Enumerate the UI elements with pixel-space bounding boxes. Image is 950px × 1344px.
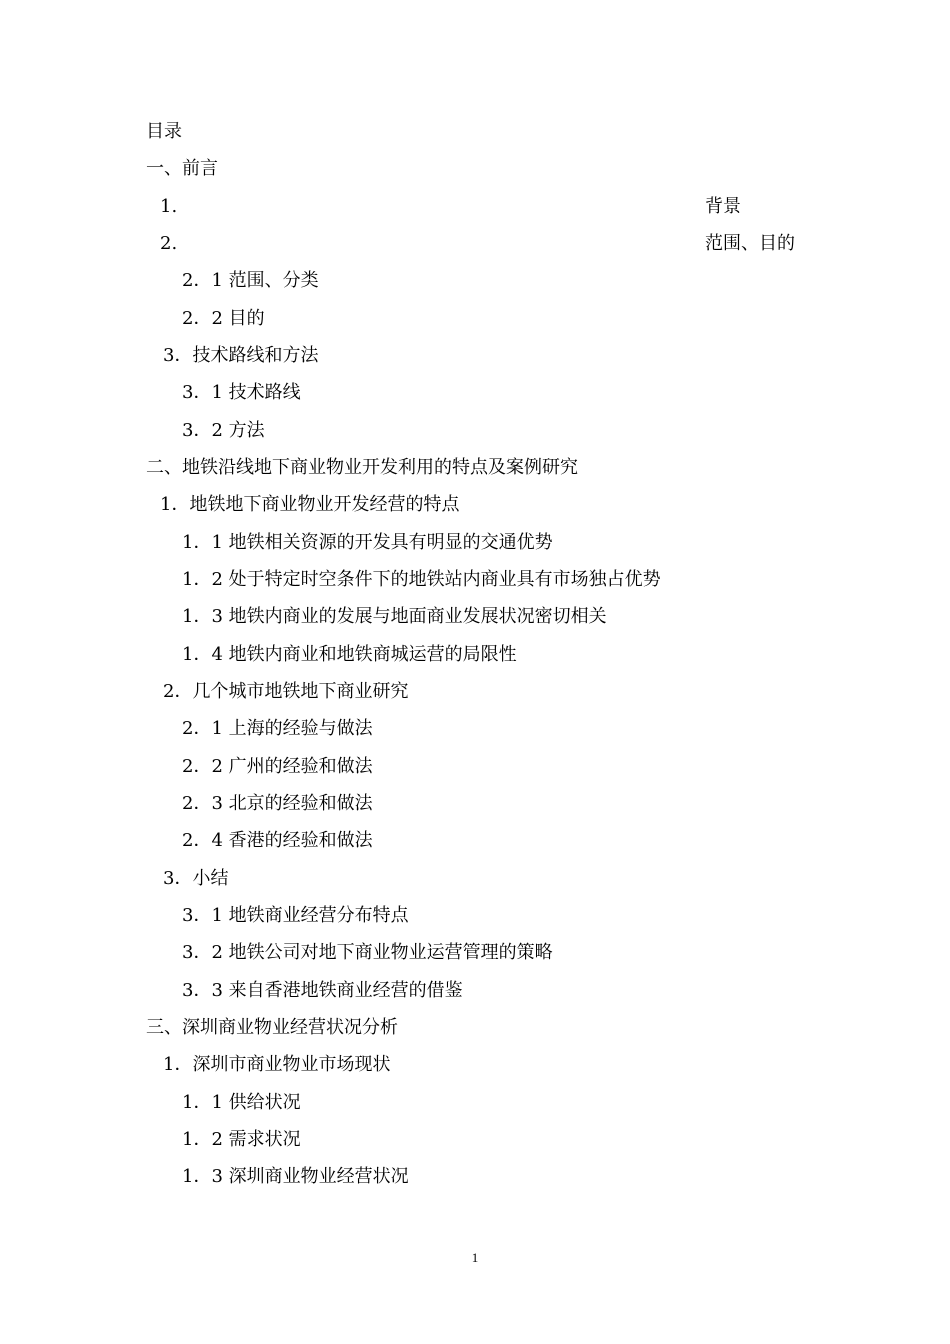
toc-entry-s2-3: 3．小结	[163, 868, 229, 889]
toc-entry-s2-1-2: 1．2 处于特定时空条件下的地铁站内商业具有市场独占优势	[182, 569, 661, 590]
page-number: 1	[471, 1250, 479, 1265]
toc-entry-2-title: 范围、目的	[705, 233, 795, 254]
toc-entry-2: 2.	[160, 233, 178, 254]
toc-entry-s2-1-4: 1．4 地铁内商业和地铁商城运营的局限性	[182, 644, 517, 665]
toc-entry-s2-2-4: 2．4 香港的经验和做法	[182, 830, 373, 851]
toc-entry-2-2: 2．2 目的	[182, 308, 265, 329]
toc-entry-s2-3-3: 3．3 来自香港地铁商业经营的借鉴	[182, 980, 463, 1001]
toc-entry-3: 3．技术路线和方法	[163, 345, 319, 366]
toc-entry-s3-1-3: 1．3 深圳商业物业经营状况	[182, 1166, 409, 1187]
toc-entry-s2-3-1: 3．1 地铁商业经营分布特点	[182, 905, 409, 926]
toc-entry-s2-2: 2．几个城市地铁地下商业研究	[163, 681, 409, 702]
toc-entry-3-1: 3．1 技术路线	[182, 382, 301, 403]
toc-entry-s2-2-2: 2．2 广州的经验和做法	[182, 756, 373, 777]
toc-entry-s2-2-3: 2．3 北京的经验和做法	[182, 793, 373, 814]
toc-entry-section-3: 三、深圳商业物业经营状况分析	[146, 1017, 398, 1038]
toc-title: 目录	[146, 121, 182, 142]
toc-entry-s2-1-3: 1．3 地铁内商业的发展与地面商业发展状况密切相关	[182, 606, 607, 627]
toc-entry-3-2: 3．2 方法	[182, 420, 265, 441]
toc-entry-s2-3-2: 3．2 地铁公司对地下商业物业运营管理的策略	[182, 942, 553, 963]
toc-entry-section-1: 一、前言	[146, 158, 218, 179]
toc-entry-1: 1.	[160, 196, 178, 217]
toc-entry-s2-1: 1．地铁地下商业物业开发经营的特点	[160, 494, 460, 515]
toc-entry-s2-1-1: 1．1 地铁相关资源的开发具有明显的交通优势	[182, 532, 553, 553]
toc-entry-1-title: 背景	[705, 196, 741, 217]
toc-entry-s2-2-1: 2．1 上海的经验与做法	[182, 718, 373, 739]
toc-entry-s3-1-2: 1．2 需求状况	[182, 1129, 301, 1150]
toc-entry-2-1: 2．1 范围、分类	[182, 270, 319, 291]
toc-entry-s3-1: 1．深圳市商业物业市场现状	[163, 1054, 391, 1075]
toc-entry-section-2: 二、地铁沿线地下商业物业开发利用的特点及案例研究	[146, 457, 578, 478]
toc-entry-s3-1-1: 1．1 供给状况	[182, 1092, 301, 1113]
